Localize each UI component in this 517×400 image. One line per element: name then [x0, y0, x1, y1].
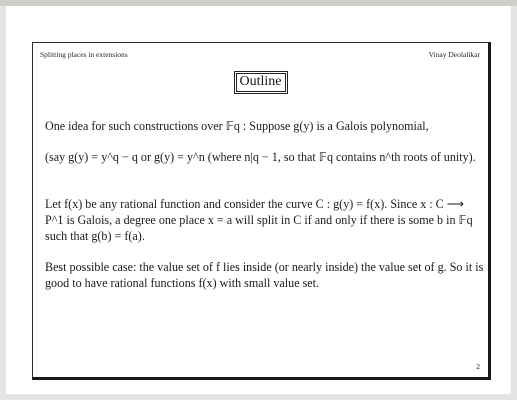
page-number: 2 [476, 362, 480, 371]
paragraph-4: Best possible case: the value set of f lies inside (or nearly inside) the value set of g. So it is good to have rational functions f(x) with small value set. [45, 260, 484, 290]
slide-frame [32, 42, 491, 380]
header-author: Vinay Deolalikar [428, 50, 480, 59]
paragraph-1: One idea for such constructions over 𝔽q : Suppose g(y) is a Galois polynomial, [45, 119, 429, 133]
paragraph-3: Let f(x) be any rational function and consider the curve C : g(y) = f(x). Since x : C ⟶ P^1 is Galois, a degree one place x = a will split in C if and only if there is some b in 𝔽q such that g(b) = f(a). [45, 197, 473, 243]
slide-title: Outline [236, 73, 286, 92]
scanned-page [6, 6, 511, 394]
header-title: Splitting places in extensions [40, 50, 128, 59]
paragraph-2: (say g(y) = y^q − q or g(y) = y^n (where n|q − 1, so that 𝔽q contains n^th roots of unity). [45, 150, 476, 164]
slide-title-box [234, 71, 288, 94]
